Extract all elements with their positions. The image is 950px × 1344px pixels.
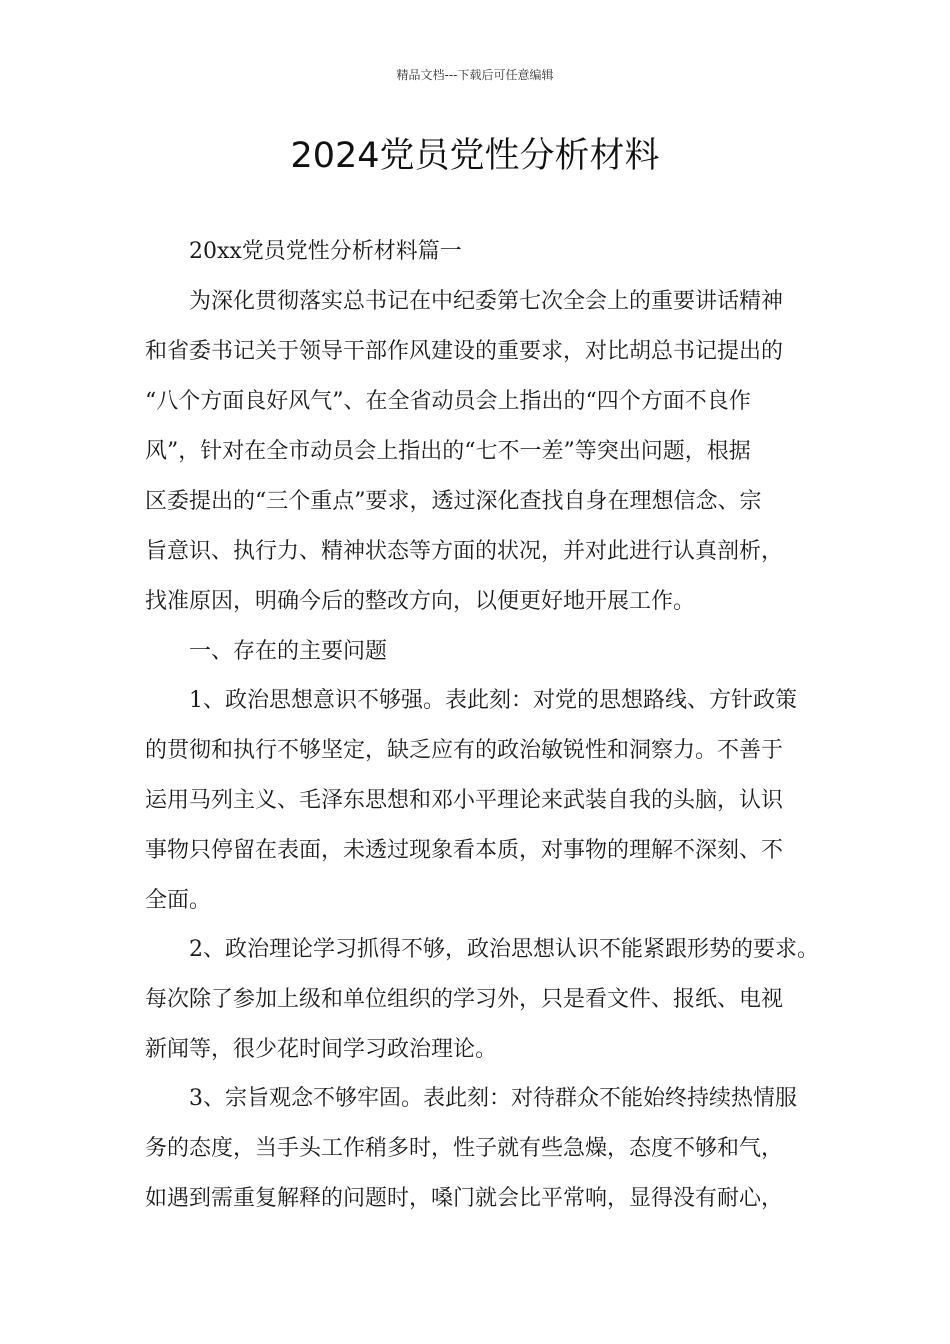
paragraph-line: 区委提出的“三个重点”要求，透过深化查找自身在理想信念、宗	[145, 489, 762, 514]
paragraph-line: 旨意识、执行力、精神状态等方面的状况，并对此进行认真剖析，	[145, 539, 784, 564]
paragraph-line: “八个方面良好风气”、在全省动员会上指出的“四个方面不良作	[145, 389, 751, 414]
paragraph-line: 全面。	[145, 888, 212, 913]
paragraph-line: 的贯彻和执行不够坚定，缺乏应有的政治敏锐性和洞察力。不善于	[145, 738, 784, 763]
paragraph-line: 为深化贯彻落实总书记在中纪委第七次全会上的重要讲话精神	[189, 289, 784, 314]
paragraph-line: 找准原因，明确今后的整改方向，以便更好地开展工作。	[145, 589, 696, 614]
paragraph-line: 和省委书记关于领导干部作风建设的重要求，对比胡总书记提出的	[145, 339, 784, 364]
section-heading: 一、存在的主要问题	[189, 639, 388, 664]
paragraph-line: 3、宗旨观念不够牢固。表此刻：对待群众不能始终持续热情服	[189, 1086, 797, 1111]
paragraph-line: 事物只停留在表面，未透过现象看本质，对事物的理解不深刻、不	[145, 838, 784, 863]
paragraph-line: 每次除了参加上级和单位组织的学习外，只是看文件、报纸、电视	[145, 987, 784, 1012]
paragraph-line: 新闻等，很少花时间学习政治理论。	[145, 1037, 498, 1062]
document-title: 2024党员党性分析材料	[290, 136, 660, 176]
paragraph-line: 2、政治理论学习抓得不够，政治思想认识不能紧跟形势的要求。	[189, 937, 819, 962]
paragraph-line: 如遇到需重复解释的问题时，嗓门就会比平常响，显得没有耐心，	[145, 1186, 784, 1211]
paragraph-line: 1、政治思想意识不够强。表此刻：对党的思想路线、方针政策	[189, 688, 797, 713]
paragraph-line: 风”，针对在全市动员会上指出的“七不一差”等突出问题，根据	[145, 439, 751, 464]
header-note: 精品文档---下载后可任意编辑	[396, 68, 554, 82]
section-heading: 20xx党员党性分析材料篇一	[189, 239, 462, 264]
paragraph-line: 运用马列主义、毛泽东思想和邓小平理论来武装自我的头脑，认识	[145, 788, 784, 813]
paragraph-line: 务的态度，当手头工作稍多时，性子就有些急燥，态度不够和气，	[145, 1136, 784, 1161]
